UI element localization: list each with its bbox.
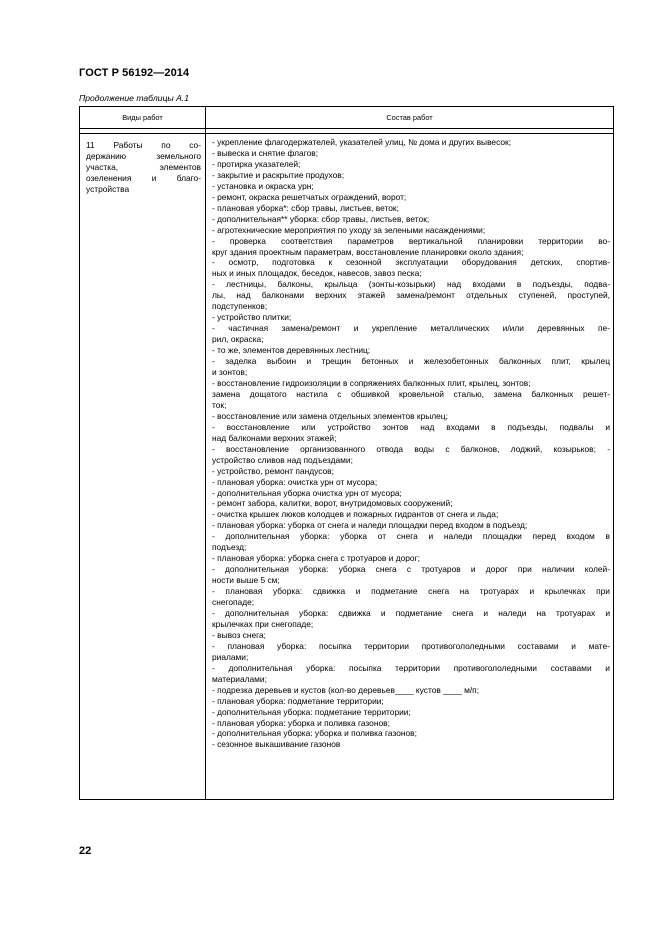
work-content-line: - дополнительная уборка: подметание территории; — [212, 706, 411, 717]
work-content-line: - то же, элементов деревянных лестниц; — [212, 345, 371, 356]
work-content-line: - вывоз снега; — [212, 629, 266, 640]
work-content-line: - сезонное выкашивание газонов — [212, 739, 341, 750]
work-content-line: - восстановление или устройство зонтов над входами в подъезды, подвалы и — [212, 421, 610, 432]
work-content-line: - дополнительная уборка: уборка и поливка газонов; — [212, 728, 417, 739]
work-content-line: ности выше 5 см; — [212, 575, 280, 586]
work-content-line: - плановая уборка: уборка от снега и наледи площадки перед входом в подъезд; — [212, 520, 528, 531]
table-caption: Продолжение таблицы А.1 — [79, 93, 189, 103]
work-content-line: - ремонт, окраска решетчатых ограждений, ворот; — [212, 191, 407, 202]
work-content-line: - протирка указателей; — [212, 158, 301, 169]
work-content-line: ных и иных площадок, беседок, навесов, завоз песка; — [212, 268, 422, 279]
work-type-line: 11 Работы по со- — [86, 140, 201, 150]
work-content-line: - дополнительная уборка: сдвижка и подметание снега и наледи на тротуарах и — [212, 607, 610, 618]
work-content-line: над балконами верхних этажей; — [212, 432, 337, 443]
work-content-line: - укрепление флагодержателей, указателей улиц, № дома и других вывесок; — [212, 137, 512, 147]
work-type-line: участка, элементов — [86, 162, 201, 173]
work-content-line: - дополнительная уборка: посыпка территории противогололедными составами и — [212, 662, 610, 673]
work-content-line: ток; — [212, 399, 227, 410]
work-type-line: озеленения и благо- — [86, 173, 201, 184]
work-content-line: - заделка выбоин и трещин бетонных и железобетонных балконных плит, крылец — [212, 356, 610, 367]
work-content-line: - плановая уборка: посыпка территории противогололедными составами и мате- — [212, 640, 610, 651]
work-content-line: - восстановление организованного отвода воды с балконов, лоджий, козырьков; - — [212, 443, 610, 454]
work-content-line: - плановая уборка: сдвижка и подметание снега на тротуарах и крылечках при — [212, 586, 610, 597]
work-content-line: - осмотр, подготовка к сезонной эксплуатации оборудования детских, спортив- — [212, 257, 610, 268]
work-content-line: подъезд; — [212, 542, 247, 553]
work-content-line: - плановая уборка: подметание территории; — [212, 695, 384, 706]
work-content-line: - устройство, ремонт пандусов; — [212, 465, 334, 476]
work-content-line: - устройство плитки; — [212, 312, 292, 323]
work-content-line: устройство сливов над подъездами; — [212, 454, 353, 465]
work-content-line: - плановая уборка*: сбор травы, листьев, веток; — [212, 202, 399, 213]
work-content-line: - восстановление или замена отдельных элементов крылец; — [212, 410, 448, 421]
header-work-type: Виды работ — [122, 113, 163, 122]
work-content-line: - дополнительная** уборка: сбор травы, листьев, веток; — [212, 213, 430, 224]
work-content-line: круг здания проектным параметрам, восстановление планировки около здания; — [212, 246, 524, 257]
work-content-line: - дополнительная уборка: уборка снега с тротуаров и дорог при наличии колей- — [212, 564, 610, 575]
works-table — [79, 106, 614, 800]
work-content-line: - плановая уборка: очистка урн от мусора; — [212, 476, 378, 487]
work-content-line: и зонтов; — [212, 367, 248, 378]
work-content-line: - очистка крышек люков колодцев и пожарных гидрантов от снега и льда; — [212, 509, 499, 520]
table-spacer-row — [80, 129, 613, 134]
work-content-line: - дополнительная уборка: уборка от снега и наледи площадки перед входом в — [212, 531, 610, 542]
work-content-line: - дополнительная уборка очистка урн от мусора; — [212, 487, 402, 498]
work-type-cell — [86, 140, 201, 195]
work-content-line: - установка и окраска урн; — [212, 180, 314, 191]
work-content-line: - лестницы, балконы, крыльца (зонты-козырьки) над входами в подъезды, подва- — [212, 279, 610, 290]
work-content-line: - закрытие и раскрытие продухов; — [212, 169, 345, 180]
work-content-line: снегопаде; — [212, 597, 255, 608]
work-content-line: - восстановление гидроизоляции в сопряжениях балконных плит, крылец, зонтов; — [212, 377, 531, 388]
column-divider — [205, 107, 206, 799]
work-content-line: - ремонт забора, калитки, ворот, внутридомовых сооружений; — [212, 498, 453, 509]
work-content-line: - проверка соответствия параметров вертикальной планировки территории во- — [212, 235, 610, 246]
work-content-line: рил, окраска; — [212, 334, 264, 345]
header-work-content: Состав работ — [386, 113, 433, 122]
page-number: 22 — [79, 845, 92, 857]
work-content-line: - плановая уборка: уборка и поливка газонов; — [212, 717, 390, 728]
work-content-line: - подрезка деревьев и кустов (кол-во деревьев____ кустов ____ м/п; — [212, 684, 480, 695]
work-type-line: держанию земельного — [86, 151, 201, 162]
work-type-line: устройства — [86, 184, 130, 195]
work-content-line: - агротехнические мероприятия по уходу за зелеными насаждениями; — [212, 224, 486, 235]
work-content-cell — [212, 137, 610, 750]
work-content-line: замена дощатого настила с обшивкой кровельной сталью, замена балконных решет- — [212, 388, 610, 399]
work-content-line: риалами; — [212, 651, 249, 662]
work-content-line: материалами; — [212, 673, 267, 684]
work-content-line: - плановая уборка: уборка снега с тротуаров и дорог; — [212, 553, 420, 564]
work-content-line: - частичная замена/ремонт и укрепление металлических и/или деревянных пе- — [212, 323, 610, 334]
table-header-row — [80, 107, 613, 129]
work-content-line: подступенков; — [212, 301, 268, 312]
work-content-line: крылечках при снегопаде; — [212, 618, 314, 629]
document-standard-header: ГОСТ Р 56192—2014 — [79, 67, 190, 79]
work-content-line: - вывеска и снятие флагов; — [212, 147, 319, 158]
work-content-line: лы, над балконами верхних этажей замена/ремонт отдельных ступеней, проступей, — [212, 290, 610, 301]
